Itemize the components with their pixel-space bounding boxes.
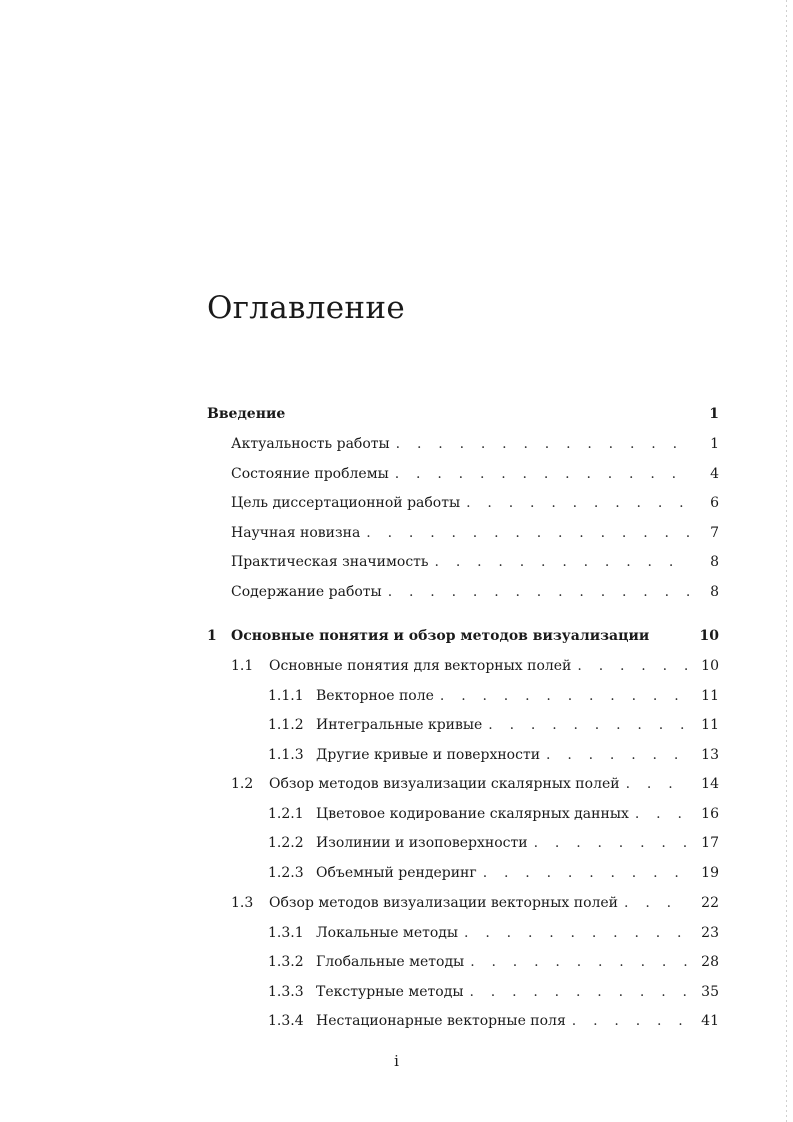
toc-dot-leader <box>577 657 689 675</box>
toc-entry-number: 1.2.3 <box>268 865 304 881</box>
toc-entry-title: Обзор методов визуализации векторных полей <box>269 895 619 911</box>
toc-entry-title: Текстурные методы <box>316 984 464 1000</box>
toc-entry-title: Состояние проблемы <box>231 466 389 482</box>
toc-entry-title: Локальные методы <box>316 925 459 941</box>
toc-entry-page: 23 <box>701 925 719 941</box>
toc-dot-leader <box>488 716 689 734</box>
toc-entry-page: 10 <box>701 658 719 674</box>
toc-entry-title: Содержание работы <box>231 584 382 600</box>
toc-entry-page: 17 <box>701 835 719 851</box>
toc-entry-title: Цель диссертационной работы <box>231 495 461 511</box>
toc-entry-page: 16 <box>701 806 719 822</box>
toc-entry-subsection[interactable] <box>268 681 719 705</box>
toc-entry-page: 10 <box>699 628 719 644</box>
toc-entry-title: Цветовое кодирование скалярных данных <box>316 806 629 822</box>
toc-entry[interactable] <box>231 518 719 542</box>
page-number: i <box>394 1052 399 1070</box>
toc-entry-title: Интегральные кривые <box>316 717 483 733</box>
toc-entry-page: 8 <box>710 554 719 570</box>
toc-entry-number: 1.2.2 <box>268 835 304 851</box>
toc-dot-leader <box>624 894 689 912</box>
toc-entry-number: 1.2.1 <box>268 806 304 822</box>
toc-entry-section[interactable] <box>231 888 719 912</box>
toc-dot-leader <box>396 435 689 453</box>
toc-entry[interactable] <box>231 429 719 453</box>
toc-dot-leader <box>635 805 689 823</box>
toc-entry-page: 13 <box>701 747 719 763</box>
toc-dot-leader <box>483 864 689 882</box>
toc-entry-subsection[interactable] <box>268 947 719 971</box>
toc-entry-page: 22 <box>701 895 719 911</box>
toc-entry-title: Объемный рендеринг <box>316 865 477 881</box>
toc-entry-section[interactable] <box>231 769 719 793</box>
toc-entry-page: 14 <box>701 776 719 792</box>
toc-entry-title: Научная новизна <box>231 525 361 541</box>
toc-entry-introduction[interactable] <box>207 399 719 423</box>
toc-entry-number: 1.1.1 <box>268 688 304 704</box>
toc-dot-leader <box>440 687 689 705</box>
toc-entry-title: Основные понятия и обзор методов визуализации <box>231 628 650 644</box>
toc-entry-subsection[interactable] <box>268 740 719 764</box>
toc-entry-page: 35 <box>701 984 719 1000</box>
toc-entry-number: 1.2 <box>231 776 254 792</box>
toc-dot-leader <box>366 524 689 542</box>
toc-entry[interactable] <box>231 547 719 571</box>
toc-entry-subsection[interactable] <box>268 918 719 942</box>
toc-entry[interactable] <box>231 488 719 512</box>
toc-entry-title: Основные понятия для векторных полей <box>269 658 572 674</box>
toc-entry-chapter-1[interactable] <box>207 621 719 645</box>
toc-entry[interactable] <box>231 459 719 483</box>
toc-entry-page: 11 <box>701 688 719 704</box>
toc-dot-leader <box>572 1012 689 1030</box>
toc-entry-subsection[interactable] <box>268 858 719 882</box>
toc-entry-page: 8 <box>710 584 719 600</box>
page-title: Оглавление <box>207 290 405 326</box>
toc-entry-page: 19 <box>701 865 719 881</box>
toc-entry-title: Изолинии и изоповерхности <box>316 835 528 851</box>
toc-dot-leader <box>470 953 689 971</box>
toc-entry-page: 41 <box>701 1013 719 1029</box>
toc-entry-subsection[interactable] <box>268 799 719 823</box>
toc-dot-leader <box>534 834 689 852</box>
toc-dot-leader <box>464 924 689 942</box>
toc-entry-title: Векторное поле <box>316 688 434 704</box>
toc-entry-title: Другие кривые и поверхности <box>316 747 541 763</box>
toc-entry-subsection[interactable] <box>268 977 719 1001</box>
toc-entry-number: 1.3.1 <box>268 925 304 941</box>
toc-entry-title: Нестационарные векторные поля <box>316 1013 566 1029</box>
toc-dot-leader <box>466 494 689 512</box>
toc-entry-number: 1.3.4 <box>268 1013 304 1029</box>
toc-entry-page: 7 <box>710 525 719 541</box>
toc-dot-leader <box>546 746 689 764</box>
toc-entry-subsection[interactable] <box>268 828 719 852</box>
toc-dot-leader <box>626 775 689 793</box>
toc-entry-subsection[interactable] <box>268 710 719 734</box>
toc-entry-number: 1.3 <box>231 895 254 911</box>
toc-dot-leader <box>388 583 689 601</box>
toc-entry-number: 1.1 <box>231 658 254 674</box>
toc-entry[interactable] <box>231 577 719 601</box>
toc-dot-leader <box>435 553 689 571</box>
scan-edge-artifact <box>786 0 787 1122</box>
toc-entry-title: Обзор методов визуализации скалярных полей <box>269 776 620 792</box>
toc-entry-number: 1.3.3 <box>268 984 304 1000</box>
toc-entry-page: 28 <box>701 954 719 970</box>
toc-entry-section[interactable] <box>231 651 719 675</box>
toc-dot-leader <box>469 983 689 1001</box>
toc-entry-number: 1.1.2 <box>268 717 304 733</box>
toc-entry-title: Актуальность работы <box>231 436 390 452</box>
toc-entry-page: 1 <box>709 406 719 422</box>
toc-dot-leader <box>395 465 689 483</box>
toc-entry-page: 6 <box>710 495 719 511</box>
toc-entry-number: 1 <box>207 628 217 644</box>
toc-entry-title: Глобальные методы <box>316 954 465 970</box>
toc-entry-page: 11 <box>701 717 719 733</box>
toc-entry-number: 1.3.2 <box>268 954 304 970</box>
toc-entry-subsection[interactable] <box>268 1006 719 1030</box>
toc-entry-title: Практическая значимость <box>231 554 429 570</box>
toc-entry-number: 1.1.3 <box>268 747 304 763</box>
toc-entry-page: 1 <box>710 436 719 452</box>
toc-entry-title: Введение <box>207 406 286 422</box>
toc-entry-page: 4 <box>710 466 719 482</box>
